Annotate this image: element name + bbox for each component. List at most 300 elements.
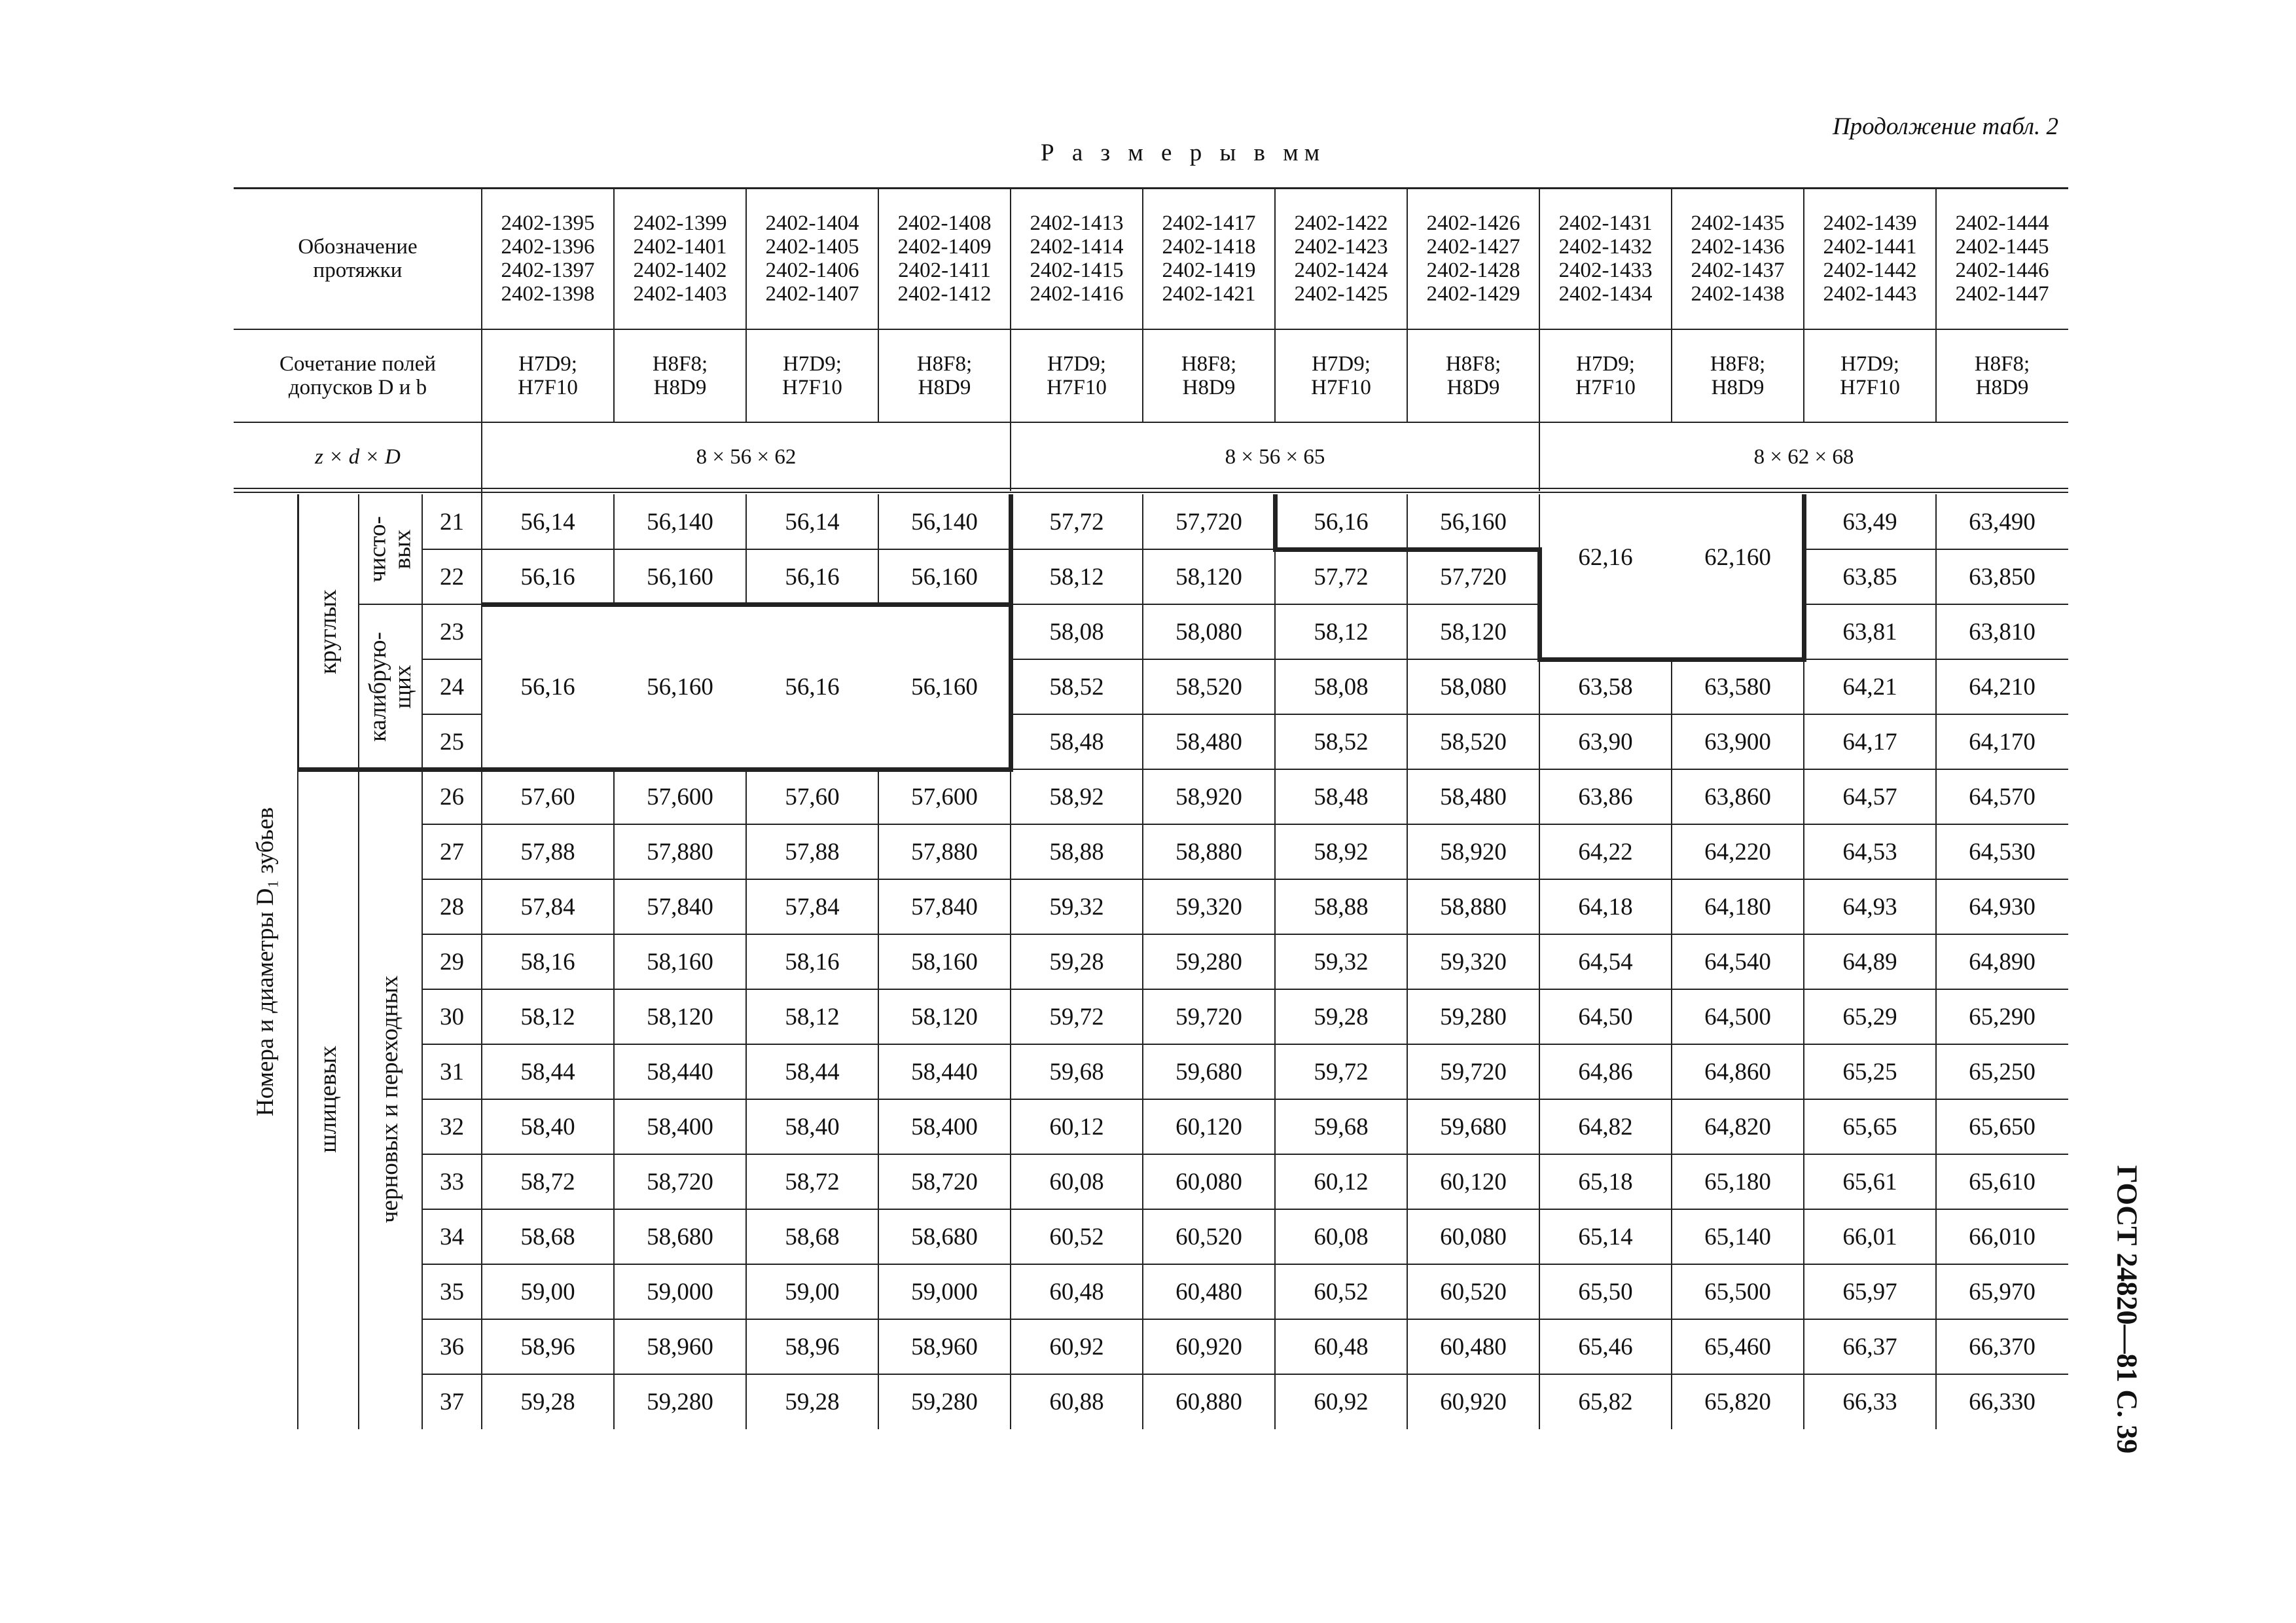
rule-h (422, 1154, 482, 1155)
rule-v (1010, 422, 1011, 491)
value-cell: 65,97 (1842, 1278, 1897, 1305)
rule-h (422, 1209, 482, 1210)
rule-h (1143, 549, 1275, 550)
rule-v (1539, 1319, 1540, 1374)
tolerance-cell: H8F8; H8D9 (1181, 352, 1237, 399)
merged-value-cell: 56,16 (520, 673, 575, 701)
rule-h (1275, 1209, 1407, 1210)
value-cell: 58,08 (1049, 618, 1104, 646)
rule-h (482, 879, 614, 880)
value-cell: 65,140 (1704, 1223, 1771, 1250)
value-cell: 60,92 (1314, 1388, 1369, 1415)
rule-v (1407, 1374, 1408, 1429)
value-cell: 60,480 (1440, 1333, 1507, 1360)
merged-value-cell: 56,160 (911, 673, 978, 701)
value-cell: 65,500 (1704, 1278, 1771, 1305)
rule-h (746, 1154, 878, 1155)
rule-h (1936, 824, 2068, 825)
value-cell: 58,720 (647, 1168, 713, 1195)
header-double-rule (234, 488, 2068, 489)
value-cell: 63,81 (1842, 618, 1897, 646)
value-cell: 65,290 (1969, 1003, 2036, 1030)
rule-v (878, 1209, 879, 1264)
rule-v (1142, 188, 1143, 422)
rule-v (1274, 659, 1276, 714)
value-cell: 59,72 (1314, 1058, 1369, 1085)
value-cell: 59,68 (1049, 1058, 1104, 1085)
rule-h (1275, 714, 1407, 715)
rule-v (1010, 934, 1011, 989)
rule-v (878, 934, 879, 989)
rule-h (1936, 659, 2068, 660)
rule-v (745, 1099, 747, 1154)
value-cell: 64,82 (1578, 1113, 1633, 1140)
gost-page-label: ГОСТ 24820—81 С. 39 (2111, 1165, 2144, 1454)
value-cell: 64,890 (1969, 948, 2036, 976)
rule-v (1142, 714, 1143, 769)
value-cell: 58,080 (1440, 673, 1507, 701)
rule-v (1010, 879, 1011, 934)
value-cell: 64,220 (1704, 838, 1771, 866)
rule-h (878, 1264, 1011, 1265)
rule-v (1539, 1264, 1540, 1319)
value-cell: 60,48 (1049, 1278, 1104, 1305)
rule-h (1539, 934, 1672, 935)
rule-v (1935, 494, 1937, 549)
rule-v (298, 494, 299, 769)
value-cell: 57,60 (520, 783, 575, 811)
rule-h (422, 1044, 482, 1045)
value-cell: 64,57 (1842, 783, 1897, 811)
rule-h (1804, 714, 1936, 715)
rule-v (745, 934, 747, 989)
rule-v (1803, 879, 1804, 934)
rule-h (614, 824, 746, 825)
rule-h (1407, 824, 1539, 825)
rule-v (1803, 769, 1804, 824)
rule-v (1010, 188, 1011, 422)
rule-h (1011, 1044, 1143, 1045)
value-cell: 64,500 (1704, 1003, 1771, 1030)
rule-h (1804, 989, 1936, 990)
value-cell: 66,01 (1842, 1223, 1897, 1250)
rule-v (1671, 1374, 1672, 1429)
rule-h (1804, 934, 1936, 935)
rule-v (745, 1374, 747, 1429)
rule-v (1142, 659, 1143, 714)
rule-h (1539, 1319, 1672, 1320)
rule-h (1672, 879, 1804, 880)
rule-h (422, 714, 482, 715)
rule-v (1142, 879, 1143, 934)
rule-h (1936, 769, 2068, 770)
rule-h (614, 879, 746, 880)
rule-h (1672, 1209, 1804, 1210)
rule-h (1936, 549, 2068, 550)
rule-h (1407, 1374, 1539, 1375)
zdD-label: z × d × D (315, 445, 401, 469)
rule-v (1142, 769, 1143, 824)
rule-h (1275, 989, 1407, 990)
value-cell: 60,08 (1049, 1168, 1104, 1195)
designation-cell: 2402-1444 2402-1445 2402-1446 2402-1447 (1955, 211, 2049, 306)
value-cell: 65,650 (1969, 1113, 2036, 1140)
rule-h (746, 934, 878, 935)
rule-h (1936, 1044, 2068, 1045)
value-cell: 58,08 (1314, 673, 1369, 701)
rule-h (1143, 1154, 1275, 1155)
rule-v (1671, 714, 1672, 769)
rule-v (878, 549, 879, 604)
rule-v (745, 1154, 747, 1209)
designation-label: Обозначение протяжки (298, 235, 418, 282)
tolerance-cell: H8F8; H8D9 (1710, 352, 1766, 399)
rule-h (359, 604, 422, 605)
value-cell: 58,12 (1314, 618, 1369, 646)
rule-h (1011, 1209, 1143, 1210)
rule-h (878, 1154, 1011, 1155)
rule-v (1539, 714, 1540, 769)
rule-v (1142, 934, 1143, 989)
rule-h (1936, 1319, 2068, 1320)
rule-h (614, 989, 746, 990)
value-cell: 64,530 (1969, 838, 2036, 866)
rule-h (878, 989, 1011, 990)
rule-v (1935, 1099, 1937, 1154)
tooth-number: 28 (440, 893, 464, 921)
tooth-number: 23 (440, 618, 464, 646)
value-cell: 65,25 (1842, 1058, 1897, 1085)
rule-v (1803, 1044, 1804, 1099)
rule-v (613, 824, 615, 879)
value-cell: 60,120 (1440, 1168, 1507, 1195)
rule-h (482, 1044, 614, 1045)
rule-h (1143, 824, 1275, 825)
rule-h (422, 879, 482, 880)
rule-h (1011, 1264, 1143, 1265)
value-cell: 63,86 (1578, 783, 1633, 811)
merged-value-cell: 62,160 (1704, 543, 1771, 571)
value-cell: 59,680 (1175, 1058, 1242, 1085)
designation-cell: 2402-1399 2402-1401 2402-1402 2402-1403 (633, 211, 727, 306)
rule-h (1011, 659, 1143, 660)
rule-v (1935, 769, 1937, 824)
rule-v (1142, 1264, 1143, 1319)
rule-v (1539, 879, 1540, 934)
rule-h (1011, 604, 1143, 605)
rule-h (746, 1044, 878, 1045)
value-cell: 59,68 (1314, 1113, 1369, 1140)
rule-h (1011, 1099, 1143, 1100)
rule-h (1275, 1154, 1407, 1155)
rule-v (1407, 1209, 1408, 1264)
rule-h (1407, 989, 1539, 990)
rule-v (878, 879, 879, 934)
rule-h (1672, 1374, 1804, 1375)
tooth-number: 22 (440, 563, 464, 591)
rule-h (1539, 1044, 1672, 1045)
rule-v (1274, 188, 1276, 422)
rule-v (1539, 422, 1540, 491)
rule-h (746, 1099, 878, 1100)
value-cell: 56,14 (785, 508, 840, 536)
value-cell: 65,250 (1969, 1058, 2036, 1085)
rule-h (1936, 1099, 2068, 1100)
value-cell: 59,32 (1049, 893, 1104, 921)
value-cell: 63,90 (1578, 728, 1633, 756)
value-cell: 65,180 (1704, 1168, 1771, 1195)
value-cell: 63,490 (1969, 508, 2036, 536)
rule-v (1935, 1264, 1937, 1319)
continuation-note: Продолжение табл. 2 (1832, 113, 2058, 140)
rule-h (1143, 1374, 1275, 1375)
tooth-number: 33 (440, 1168, 464, 1195)
value-cell: 58,440 (647, 1058, 713, 1085)
value-cell: 58,48 (1314, 783, 1369, 811)
rule-h (1804, 1044, 1936, 1045)
rule-h (1539, 879, 1672, 880)
rule-h (1407, 604, 1539, 605)
value-cell: 57,720 (1175, 508, 1242, 536)
value-cell: 60,52 (1314, 1278, 1369, 1305)
rule-v (613, 879, 615, 934)
value-cell: 65,820 (1704, 1388, 1771, 1415)
value-cell: 56,140 (911, 508, 978, 536)
rule-v (1274, 1209, 1276, 1264)
value-cell: 60,120 (1175, 1113, 1242, 1140)
rule-h (234, 329, 2068, 330)
rule-h (746, 989, 878, 990)
rule-v (1803, 989, 1804, 1044)
round-label: круглых (314, 589, 342, 674)
rule-v (1407, 1099, 1408, 1154)
rule-v (1671, 989, 1672, 1044)
finishing-label: чисто- вых (364, 516, 416, 583)
rule-h (422, 659, 482, 660)
rule-v (1539, 1154, 1540, 1209)
rule-h (1275, 879, 1407, 880)
rule-v (1671, 769, 1672, 824)
value-cell: 59,000 (647, 1278, 713, 1305)
value-cell: 60,920 (1175, 1333, 1242, 1360)
value-cell: 60,08 (1314, 1223, 1369, 1250)
rule-h (1804, 659, 1936, 660)
tooth-number: 25 (440, 728, 464, 756)
rule-v (1671, 824, 1672, 879)
rule-v (1935, 188, 1937, 422)
rule-h (1011, 1319, 1143, 1320)
rule-h (1275, 1264, 1407, 1265)
value-cell: 58,88 (1314, 893, 1369, 921)
value-cell: 64,540 (1704, 948, 1771, 976)
rule-h (746, 879, 878, 880)
value-cell: 66,370 (1969, 1333, 2036, 1360)
rule-h (1011, 1154, 1143, 1155)
rule-v (1010, 1319, 1011, 1374)
rule-v (878, 989, 879, 1044)
rule-v (878, 824, 879, 879)
value-cell: 58,120 (1175, 563, 1242, 591)
value-cell: 58,96 (785, 1333, 840, 1360)
rule-v (1539, 1374, 1540, 1429)
value-cell: 65,65 (1842, 1113, 1897, 1140)
rule-h (1011, 549, 1143, 550)
value-cell: 58,480 (1175, 728, 1242, 756)
tolerance-cell: H7D9; H7F10 (1047, 352, 1107, 399)
rule-v (613, 1374, 615, 1429)
value-cell: 58,48 (1049, 728, 1104, 756)
finishing-boundary-rule (1275, 547, 1539, 552)
rule-h (1407, 1099, 1539, 1100)
rule-h (878, 1099, 1011, 1100)
value-cell: 66,330 (1969, 1388, 2036, 1415)
tolerance-cell: H8F8; H8D9 (1974, 352, 2030, 399)
rule-h (1143, 1319, 1275, 1320)
value-cell: 64,50 (1578, 1003, 1633, 1030)
rule-h (878, 934, 1011, 935)
rule-h (482, 1209, 614, 1210)
rule-v (613, 1319, 615, 1374)
rule-h (1275, 769, 1407, 770)
rule-h (1539, 1264, 1672, 1265)
tooth-number: 24 (440, 673, 464, 701)
rule-v (745, 494, 747, 549)
tooth-number: 27 (440, 838, 464, 866)
rule-v (1935, 1319, 1937, 1374)
rule-h (1275, 1374, 1407, 1375)
designation-cell: 2402-1417 2402-1418 2402-1419 2402-1421 (1162, 211, 1256, 306)
value-cell: 58,52 (1049, 673, 1104, 701)
rule-h (1011, 1374, 1143, 1375)
rule-v (1935, 549, 1937, 604)
value-cell: 58,12 (1049, 563, 1104, 591)
rule-v (745, 879, 747, 934)
rule-v (1407, 549, 1408, 604)
rule-h (878, 879, 1011, 880)
value-cell: 58,68 (520, 1223, 575, 1250)
rule-v (1539, 989, 1540, 1044)
rule-h (878, 549, 1011, 550)
rule-v (358, 494, 359, 1429)
finishing-boundary-rule (1802, 494, 1806, 662)
rule-h (482, 1319, 614, 1320)
value-cell: 58,16 (785, 948, 840, 976)
value-cell: 65,970 (1969, 1278, 2036, 1305)
tooth-number: 32 (440, 1113, 464, 1140)
rule-h (1804, 879, 1936, 880)
rule-h (1672, 989, 1804, 990)
value-cell: 65,460 (1704, 1333, 1771, 1360)
rule-v (1407, 1319, 1408, 1374)
value-cell: 59,000 (911, 1278, 978, 1305)
rule-h (1936, 934, 2068, 935)
rule-v (1142, 1319, 1143, 1374)
value-cell: 58,12 (785, 1003, 840, 1030)
rule-v (1671, 1209, 1672, 1264)
tooth-number: 31 (440, 1058, 464, 1085)
section-boundary-rule (298, 767, 1011, 772)
value-cell: 57,880 (911, 838, 978, 866)
rule-h (1143, 1044, 1275, 1045)
rule-h (1539, 1374, 1672, 1375)
rule-v (1274, 1099, 1276, 1154)
rule-h (482, 549, 614, 550)
value-cell: 58,920 (1175, 783, 1242, 811)
rule-h (614, 1264, 746, 1265)
rule-h (422, 1319, 482, 1320)
rule-h (1804, 824, 1936, 825)
value-cell: 59,32 (1314, 948, 1369, 976)
rule-h (1143, 714, 1275, 715)
rule-v (1935, 604, 1937, 659)
rule-h (422, 934, 482, 935)
rule-h (1936, 1264, 2068, 1265)
value-cell: 58,160 (647, 948, 713, 976)
rule-v (1539, 494, 1540, 549)
value-cell: 59,320 (1440, 948, 1507, 976)
rule-v (878, 1154, 879, 1209)
rule-h (1407, 659, 1539, 660)
rule-h (1936, 604, 2068, 605)
value-cell: 57,60 (785, 783, 840, 811)
designation-cell: 2402-1404 2402-1405 2402-1406 2402-1407 (765, 211, 859, 306)
rule-h (878, 1319, 1011, 1320)
rule-h (878, 1374, 1011, 1375)
rule-v (613, 549, 615, 604)
value-cell: 58,880 (1175, 838, 1242, 866)
rule-v (1274, 1374, 1276, 1429)
rule-v (1671, 1319, 1672, 1374)
tooth-number: 34 (440, 1223, 464, 1250)
units-title: Р а з м е р ы в мм (1041, 139, 1326, 166)
value-cell: 60,520 (1175, 1223, 1242, 1250)
value-cell: 59,00 (785, 1278, 840, 1305)
table-top-rule (234, 187, 2068, 189)
rule-v (1671, 1044, 1672, 1099)
value-cell: 64,930 (1969, 893, 2036, 921)
value-cell: 59,720 (1440, 1058, 1507, 1085)
rule-h (1143, 769, 1275, 770)
rule-v (1539, 659, 1540, 714)
rule-v (1539, 188, 1540, 422)
finishing-boundary-rule (1273, 494, 1278, 552)
value-cell: 56,16 (785, 563, 840, 591)
value-cell: 59,280 (1175, 948, 1242, 976)
rule-v (1803, 659, 1804, 714)
rule-v (745, 769, 747, 824)
value-cell: 63,850 (1969, 563, 2036, 591)
rule-h (482, 989, 614, 990)
rule-v (1274, 934, 1276, 989)
merged-value-cell: 62,16 (1578, 543, 1633, 571)
rule-v (1142, 1374, 1143, 1429)
rule-v (1935, 824, 1937, 879)
rule-h (1936, 1374, 2068, 1375)
tolerance-label: Сочетание полей допусков D и b (279, 352, 437, 399)
value-cell: 64,180 (1704, 893, 1771, 921)
value-cell: 66,37 (1842, 1333, 1897, 1360)
rule-v (1539, 1099, 1540, 1154)
value-cell: 58,400 (911, 1113, 978, 1140)
value-cell: 59,280 (647, 1388, 713, 1415)
rule-h (482, 1264, 614, 1265)
tooth-number: 36 (440, 1333, 464, 1360)
rule-v (878, 1374, 879, 1429)
value-cell: 58,120 (911, 1003, 978, 1030)
rule-v (1671, 188, 1672, 422)
rule-v (745, 1209, 747, 1264)
rule-v (1935, 879, 1937, 934)
